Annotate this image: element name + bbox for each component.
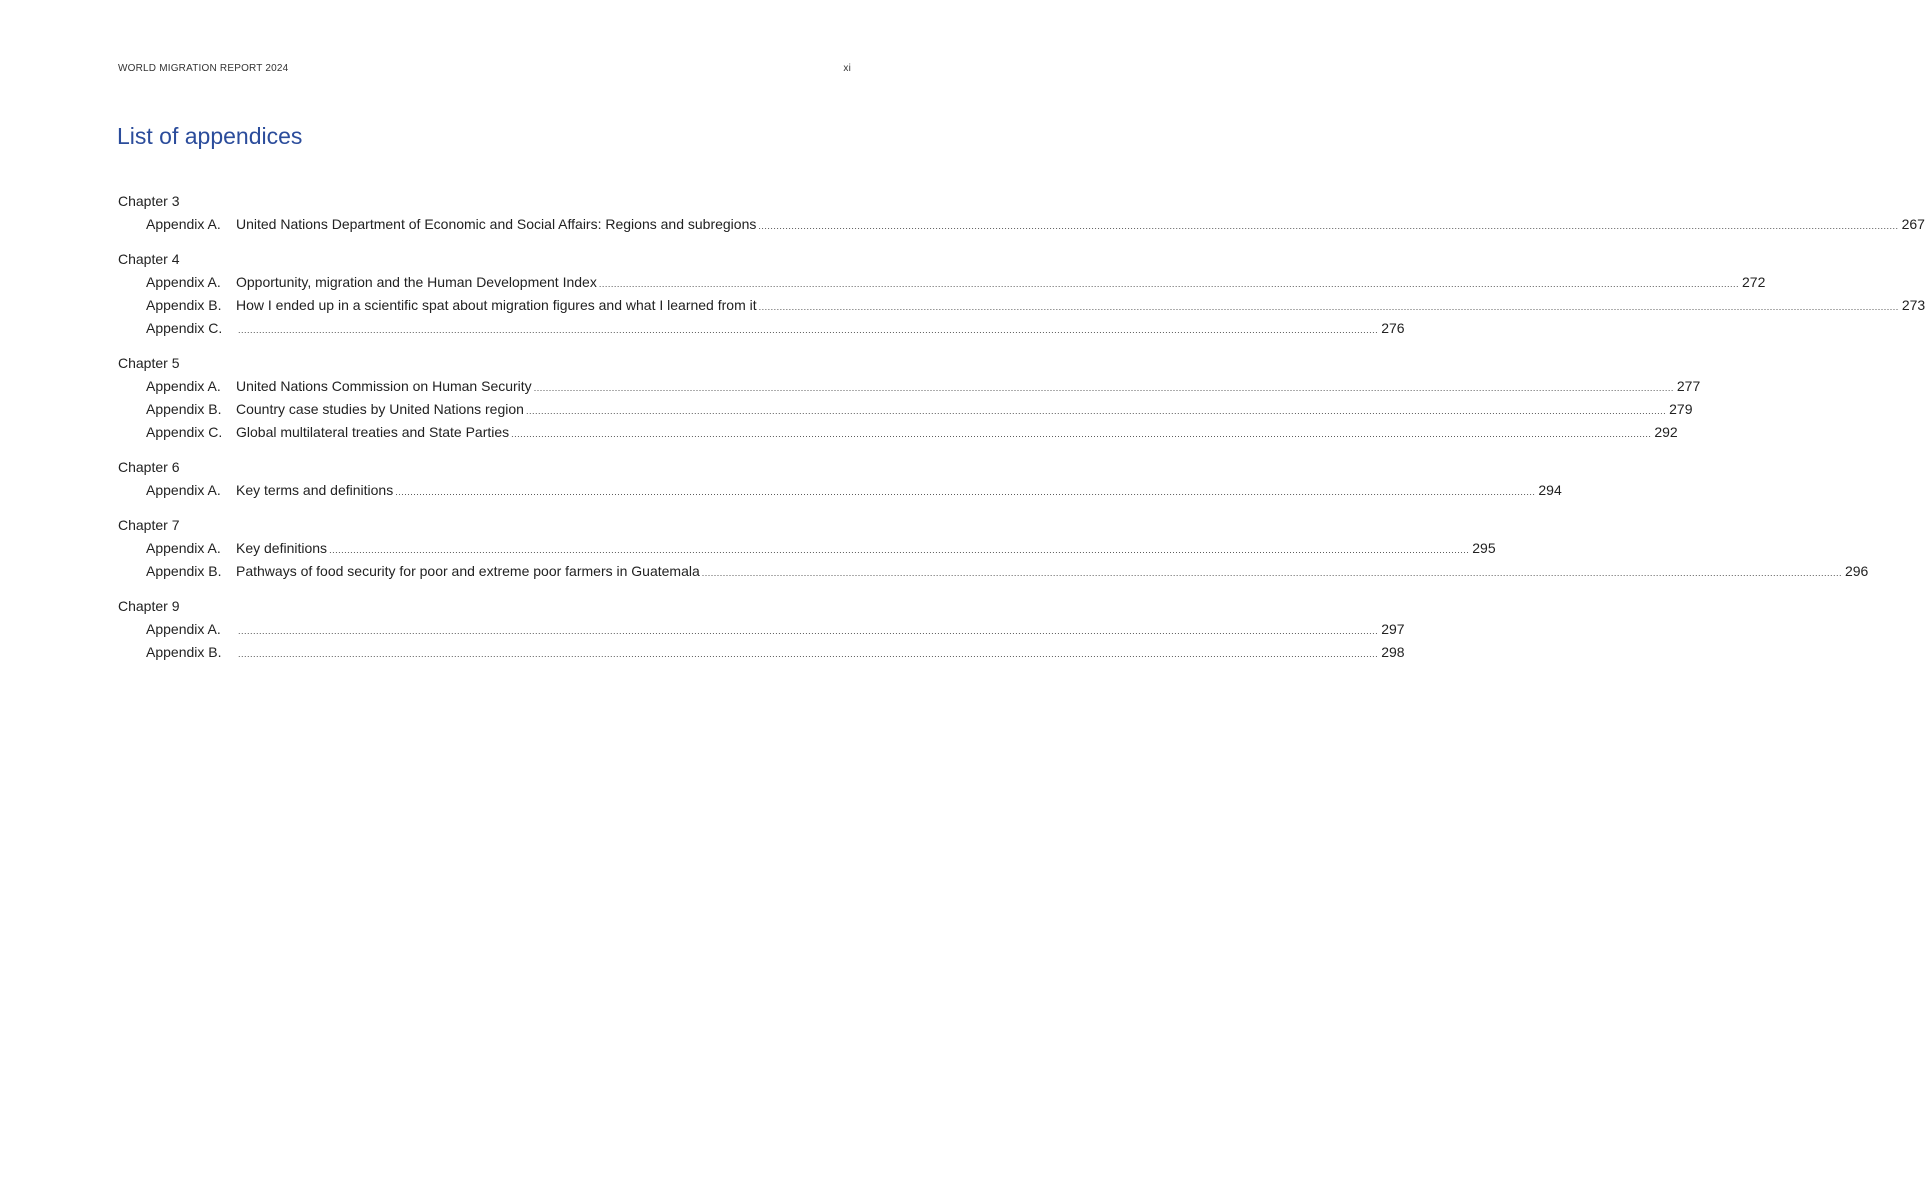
appendix-page-number: 273 [1901, 297, 1925, 313]
appendix-label: Appendix C. [146, 424, 223, 440]
appendix-page-number: 294 [1538, 482, 1562, 498]
appendix-page-number: 297 [1381, 621, 1405, 637]
appendix-label: Appendix A. [146, 540, 221, 556]
dot-leader [511, 423, 1651, 446]
appendix-entry[interactable] [118, 398, 1693, 421]
page-number: xi [843, 63, 851, 74]
appendix-label: Appendix A. [146, 216, 221, 232]
appendix-entry[interactable] [118, 213, 1925, 236]
appendix-page-number: 295 [1472, 540, 1496, 556]
appendix-title: Key terms and definitions [236, 482, 394, 498]
dot-leader [599, 273, 1739, 296]
appendix-title: Opportunity, migration and the Human Development Index [236, 274, 597, 290]
appendix-entry[interactable] [118, 421, 1678, 444]
appendix-title: How I ended up in a scientific spat about migration figures and what I learned from it [236, 297, 757, 313]
appendix-title: Global multilateral treaties and State Parties [236, 424, 510, 440]
dot-leader [759, 296, 1899, 319]
chapter-group [118, 352, 1701, 444]
chapter-group [118, 190, 1925, 236]
dot-leader [238, 643, 1378, 666]
dot-leader [238, 319, 1378, 342]
appendix-page-number: 292 [1654, 424, 1678, 440]
chapter-group [118, 595, 1405, 664]
appendix-list [118, 190, 1925, 676]
appendix-entry[interactable] [118, 294, 1925, 317]
appendix-label: Appendix C. [146, 320, 223, 336]
appendix-label: Appendix B. [146, 401, 222, 417]
appendix-entry[interactable] [118, 537, 1496, 560]
page-header [118, 63, 851, 79]
appendix-title: United Nations Department of Economic and Social Affairs: Regions and subregions [236, 216, 757, 232]
appendix-page-number: 298 [1381, 644, 1405, 660]
appendix-entry[interactable] [118, 317, 1405, 340]
appendix-page-number: 296 [1844, 563, 1869, 579]
appendix-page-number: 267 [1901, 216, 1925, 232]
chapter-heading: Chapter 4 [118, 251, 180, 267]
chapter-heading: Chapter 5 [118, 355, 180, 371]
appendix-title: Country case studies by United Nations region [236, 401, 524, 417]
dot-leader [526, 400, 1666, 423]
appendix-entry[interactable] [118, 375, 1701, 398]
dot-leader [534, 377, 1674, 400]
dot-leader [395, 481, 1535, 504]
chapter-group [118, 514, 1869, 583]
chapter-heading: Chapter 3 [118, 193, 180, 209]
dot-leader [238, 620, 1378, 643]
chapter-heading: Chapter 6 [118, 459, 180, 475]
appendix-entry[interactable] [118, 271, 1766, 294]
chapter-heading: Chapter 7 [118, 517, 180, 533]
appendix-label: Appendix A. [146, 378, 221, 394]
appendix-entry[interactable] [118, 479, 1562, 502]
dot-leader [758, 215, 1898, 238]
appendix-page-number: 272 [1742, 274, 1766, 290]
appendix-title: Key definitions [236, 540, 328, 556]
appendix-entry[interactable] [118, 560, 1869, 583]
chapter-group [118, 456, 1562, 502]
appendix-label: Appendix A. [146, 621, 221, 637]
appendix-entry[interactable] [118, 618, 1405, 641]
dot-leader [329, 539, 1469, 562]
appendix-page-number: 279 [1669, 401, 1693, 417]
appendix-title: United Nations Commission on Human Security [236, 378, 532, 394]
chapter-group [118, 248, 1925, 340]
appendix-label: Appendix B. [146, 297, 222, 313]
appendix-entry[interactable] [118, 641, 1405, 664]
appendix-page-number: 276 [1381, 320, 1405, 336]
page-title: List of appendices [117, 123, 303, 149]
appendix-label: Appendix B. [146, 563, 222, 579]
appendix-title: Pathways of food security for poor and extreme poor farmers in Guatemala [236, 563, 700, 579]
appendix-page-number: 277 [1676, 378, 1701, 394]
running-title: WORLD MIGRATION REPORT 2024 [118, 63, 289, 74]
dot-leader [702, 562, 1842, 585]
chapter-heading: Chapter 9 [118, 598, 180, 614]
appendix-label: Appendix A. [146, 274, 221, 290]
appendix-label: Appendix B. [146, 644, 222, 660]
appendix-label: Appendix A. [146, 482, 221, 498]
